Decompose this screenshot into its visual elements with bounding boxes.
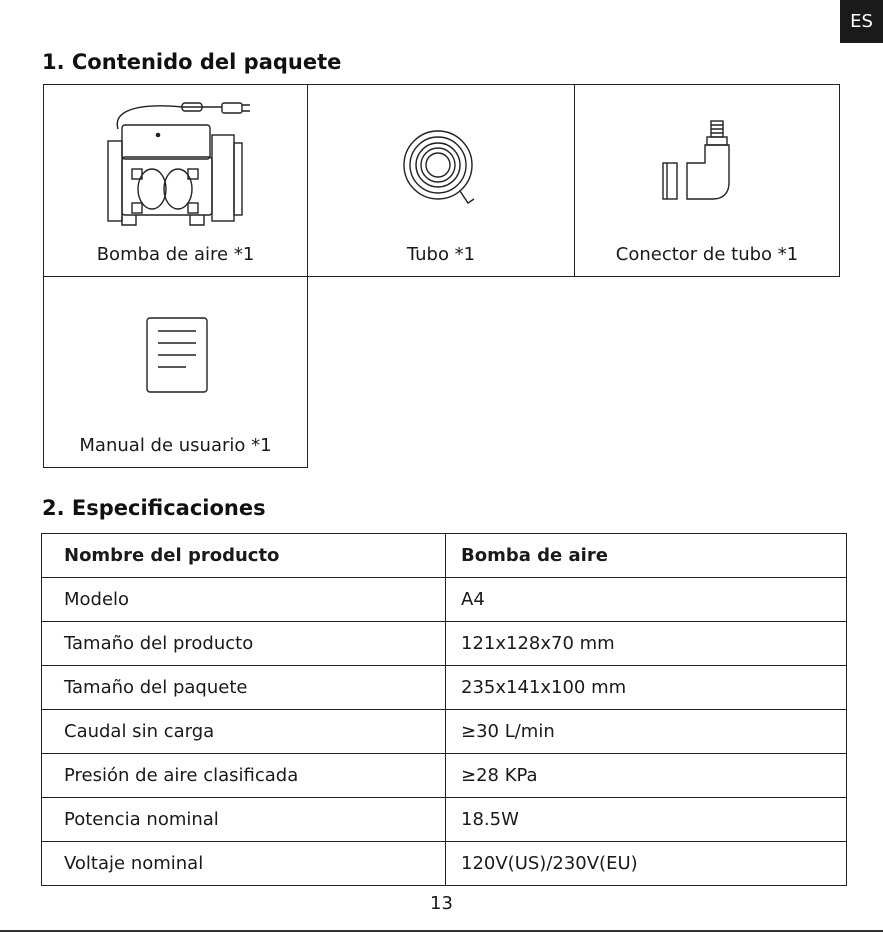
table-row <box>42 842 847 886</box>
package-item-air-pump <box>43 84 308 277</box>
spec-value: 120V(US)/230V(EU) <box>446 842 847 886</box>
table-row <box>42 578 847 622</box>
package-item-tube-connector <box>574 84 840 277</box>
table-row <box>42 710 847 754</box>
table-row <box>42 666 847 710</box>
table-row <box>42 798 847 842</box>
air-pump-icon <box>102 99 262 239</box>
package-item-label: Tubo *1 <box>406 244 476 265</box>
manual-icon <box>146 317 210 395</box>
language-badge: ES <box>840 0 883 43</box>
spec-name: Tamaño del producto <box>42 622 446 666</box>
spec-value: ≥30 L/min <box>446 710 847 754</box>
table-row <box>42 622 847 666</box>
tube-coil-icon <box>402 129 482 207</box>
spec-name: Potencia nominal <box>42 798 446 842</box>
specifications-table <box>41 533 847 886</box>
package-item-tube <box>307 84 575 277</box>
elbow-connector-icon <box>659 119 739 205</box>
table-row <box>42 754 847 798</box>
spec-name: Tamaño del paquete <box>42 666 446 710</box>
spec-name: Caudal sin carga <box>42 710 446 754</box>
section-title-package-contents: 1. Contenido del paquete <box>42 50 342 74</box>
bottom-divider <box>0 930 883 932</box>
spec-name: Voltaje nominal <box>42 842 446 886</box>
spec-value: 18.5W <box>446 798 847 842</box>
header-cell-name: Nombre del producto <box>42 534 446 578</box>
package-item-label: Manual de usuario *1 <box>79 435 272 456</box>
spec-name: Presión de aire clasificada <box>42 754 446 798</box>
section-title-specifications: 2. Especificaciones <box>42 496 266 520</box>
spec-name: Modelo <box>42 578 446 622</box>
page-number: 13 <box>430 893 453 914</box>
package-item-label: Conector de tubo *1 <box>615 244 799 265</box>
spec-value: A4 <box>446 578 847 622</box>
table-header-row <box>42 534 847 578</box>
spec-value: 235x141x100 mm <box>446 666 847 710</box>
header-cell-value: Bomba de aire <box>446 534 847 578</box>
spec-value: 121x128x70 mm <box>446 622 847 666</box>
package-item-user-manual <box>43 276 308 468</box>
package-item-label: Bomba de aire *1 <box>96 244 255 265</box>
spec-value: ≥28 KPa <box>446 754 847 798</box>
